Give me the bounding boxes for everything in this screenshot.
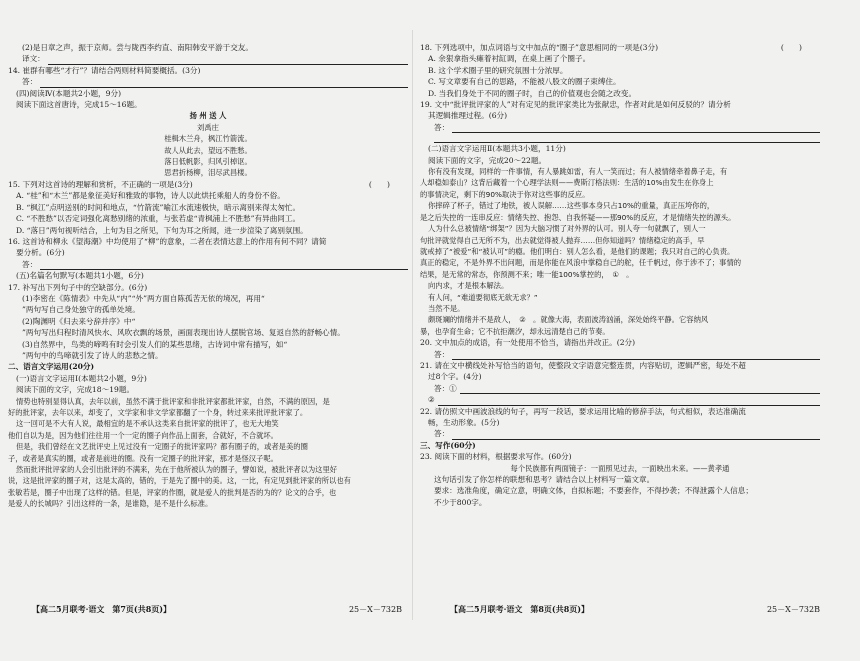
text-line [420,212,820,223]
text-line [420,440,820,451]
text-line [8,373,408,384]
text-line [420,360,820,371]
poem-line: 落日低帆影，归风引棹讴。 [164,157,252,167]
text-line [420,463,820,474]
text-line [8,213,408,224]
text-line [8,247,408,258]
text-line [420,166,820,177]
text-line [8,350,408,361]
answer-line[interactable] [452,350,820,360]
line-text: A. “桂”和“木兰”都是象征美好和雅致的事物，诗人以此烘托乘船人的身份不俗。 [16,191,285,201]
text-line [420,76,820,87]
text-line [8,293,408,304]
text-line [420,200,820,211]
poem-line: 桂楫木兰舟，枫江竹箭流。 [164,134,252,144]
line-text: B. 这个学术圈子里的研究氛围十分浓厚。 [428,65,568,75]
answer-bracket[interactable]: ( ) [780,43,802,52]
left-page [8,42,408,597]
line-text: 这句话引发了你怎样的联想和思考？请结合以上材料写一篇文章。 [434,475,655,485]
line-text: 三、写作(60分) [420,440,476,450]
right-footer-title: 【高二5月联考·语文 第8页(共8页)】 [450,604,590,614]
text-line [8,76,408,87]
answer-label: ② [428,395,435,405]
line-text: 过8个字。(4分) [428,372,482,382]
text-line [420,122,820,133]
line-text: 向内求，才是根本解法。 [428,281,509,291]
line-text: 其逻辑推理过程。(6分) [428,111,508,121]
line-text: 这一回可是不大有人说，最相宜的是不承认这类来自批评家的批评了，也无大地笑 [16,419,279,429]
line-text: 当然不是。 [428,303,465,313]
line-text: ”两句写自己身处独守的孤单处境。 [22,305,140,315]
text-line [420,246,820,257]
text-line [420,189,820,200]
text-line [8,361,408,372]
poem-line: 故人从此去，望远不胜愁。 [164,145,252,155]
answer-line[interactable] [48,55,408,65]
line-text: 你有没有发现，同样的一件事情，有人暴跳如雷，有人一笑而过；有人被情绪牵着鼻子走，有 [428,167,728,177]
text-line [8,453,408,464]
text-line [420,349,820,360]
line-text: 22. 请仿照文中画波浪线的句子，再写一段话，要求运用比喻的修辞手法，句式相似，表达准确流 [420,406,746,416]
text-line [8,270,408,281]
answer-label: 答： [22,259,38,269]
text-line [420,292,820,303]
answer-label: 答： [22,77,38,87]
line-text: 不少于800字。 [434,497,487,507]
line-text: 15. 下列对这首诗的理解和赏析，不正确的一项是(3分) [8,179,193,189]
text-line [420,235,820,246]
line-text: 阅读下面的文字，完成18～19题。 [16,385,135,395]
text-line [420,474,820,485]
left-footer [32,604,402,615]
text-line [8,327,408,338]
answer-line[interactable] [452,123,820,133]
line-text: 要分析。(6分) [16,248,65,258]
poem-title: 扬 州 送 人 [189,111,227,121]
line-text: 情势也特别显得认真，去年以前，虽然不满于批评家和非批评家都批评家，自然，不满的原因，是 [16,396,330,406]
answer-label: 答：① [434,383,457,393]
text-line [8,282,408,293]
page-fold [412,30,413,620]
text-line [420,155,820,166]
left-footer-title: 【高二5月联考·语文 第7页(共8页)】 [32,604,172,614]
text-line [8,53,408,64]
text-line [420,406,820,417]
text-line [8,339,408,350]
line-text: 每个民族都有两面镜子：一面照见过去，一面映出未来。——黄孝通 [510,463,730,473]
answer-label: 答： [434,349,450,359]
right-footer-code: 25－X－732B [766,605,820,614]
text-line [420,326,820,337]
answer-line[interactable] [460,384,820,394]
line-text: 要求：选准角度，确定立意，明确文体，自拟标题；不要套作，不得抄袭；不得泄露个人信息； [434,486,753,496]
answer-line[interactable] [452,430,820,440]
line-text: (2)是日章之声，振于京师。尝与陇西李约直、南阳韩安平游于交友。 [22,43,253,52]
text-line [8,42,408,53]
poem-line: 思君折杨柳，泪尽武昌楼。 [164,168,252,178]
text-line [420,314,820,325]
text-line [8,407,408,418]
line-text: (四)阅读Ⅳ(本题共2小题，9分) [16,88,122,98]
text-line [8,498,408,509]
line-text: (二)语言文字运用Ⅱ(本题共3小题，11分) [428,144,566,154]
line-text: B. “枫江”点明送别的时间和地点，“竹箭流”喻江水流速极快，暗示离别来得太匆忙。 [16,202,301,212]
text-line [420,451,820,462]
line-text: 20. 文中加点的成语，有一处使用不恰当，请指出并改正。(2分) [420,338,636,348]
line-text: 有人问，“难道要彻底无欲无求？” [428,292,538,302]
answer-label: 答： [434,122,450,132]
line-text: 是之后失控的一连串反应：情绪失控、抱怨、自我怀疑——那90%的反应，才是情绪失控的源头。 [420,212,736,222]
left-footer-code: 25－X－732B [348,605,402,614]
line-text: 结果，是无常的常态，你预测不来；唯一能100%掌控的， ① 。 [420,269,634,279]
line-text: 暴，也孕育生命；它不抗拒潮汐，却永远清楚自己的节奏。 [420,326,610,336]
text-line [8,487,408,498]
line-text: (2)陶渊明《归去来兮辞并序》中“ [22,316,136,326]
text-line [8,65,408,76]
poem-author: 刘禹庄 [197,122,219,132]
right-page [420,42,820,597]
line-text: ”两句中的鸟啼就引发了诗人的悲愁之情。 [22,350,163,360]
line-text: D. “落日”两句视听结合，上句为目之所见，下句为耳之所闻，进一步渲染了离别氛围。 [16,225,308,235]
line-text: 颇斑斓的情绪并不是敌人， ② 。就像大海，表面波涛汹涌，深处始终平静。它容纳风 [428,315,709,325]
line-text: 畅，生动形象。(5分) [428,418,500,427]
text-line [420,497,820,508]
text-line [420,337,820,348]
answer-line[interactable] [438,396,820,406]
line-text: ”两句写出归程时清风快水、风吹衣飘的场景，画面表现出诗人摆脱官场、复返自然的舒畅心情。 [22,328,345,338]
line-text: 阅读下面的文字，完成20～22题。 [428,155,547,165]
text-line [8,316,408,327]
line-text: 18. 下列选项中，加点词语与文中加点的“圈子”意思相同的一项是(3分) [420,43,659,52]
text-line [8,441,408,452]
line-text: 好的批评家，去年以来，却变了，文学家和非文学家都翻了一个身，转过来来批评批评家了。 [8,408,308,417]
text-line [420,257,820,268]
text-line [420,417,820,428]
text-line [8,236,408,247]
text-line [420,383,820,394]
answer-bracket[interactable]: ( ) [368,179,390,189]
text-line [8,418,408,429]
line-text: (3)自然界中，鸟类的啼鸣有时会引发人们的某些思绪，古诗词中常有描写，如“ [22,339,288,349]
text-line [8,259,408,270]
line-text: 说，这是批评家的圈子对，这是太高的，错的，于是先了圈中的美。这，一比，有定见到批评家的所以也有 [8,476,351,486]
line-text: 阅读下面这首唐诗，完成15～16题。 [16,100,142,110]
line-text: (1)李密在《陈情表》中先从“内”“外”两方面自陈孤苦无依的境况，再用“ [22,293,265,303]
line-text: 子，或者是真实的圈，或者是前进的圈。没有一定圈子的批评家，那才是怪汉子呢。 [8,453,278,463]
text-line [8,384,408,395]
text-line [420,143,820,154]
line-text: 他们自以为是，因为他们往往用一个一定的圈子向作品上面套，合就好，不合就坏。 [8,430,278,440]
text-line [420,110,820,121]
line-text: 然而批评批评家的人会引出批评的不满来，先在于他所被认为的圈子，譬如说，被批评者以为这里好 [16,465,338,475]
text-line [420,88,820,99]
text-line [420,485,820,496]
line-text: 人却稳如泰山？这背后藏着一个心理学法则——费斯汀格法则：生活的10%由发生在你身上 [420,178,714,188]
line-text: C. “不胜愁”以否定词强化离愁别绪的浓重，与张若虚“青枫浦上不胜愁”有异曲同工。 [16,214,301,224]
line-text: C. 写文章要有自己的思路，不能被八股文的圈子束缚住。 [428,77,621,87]
line-text: 但是，我们曾经在文艺批评史上见过没有一定圈子的批评家吗？都有圈子的，或者是美的圈 [16,442,308,452]
line-text: 二、语言文字运用(20分) [8,362,95,372]
text-line [8,88,408,99]
line-text: 16. 这首诗和柳永《望海潮》中均使用了“柳”的意象，二者在表情达意上的作用有何不同？请简 [8,236,327,246]
line-text: 句批评就觉得自己无所不为，出去就觉得被人抛弃……但你知道吗？情绪稳定的高手，早 [420,235,705,245]
poem-block [8,110,408,178]
text-line [420,99,820,110]
text-line [8,225,408,236]
text-line [420,303,820,314]
line-text: 19. 文中“批评批评家的人”对有定见的批评家类比为张献忠，作者对此是如何反驳的？请分析 [420,100,731,110]
text-line [420,65,820,76]
line-text: 人为什么总被情绪“绑架”？因为大脑习惯了对外界的认可。别人夸一句就飘了，别人一 [428,224,706,234]
line-text: 就戒掉了“被爱”和“被认可”的瘾。他们明白：别人怎么看，是他们的课题；我只对自己的心负责。 [420,246,735,256]
line-text: (一)语言文字运用Ⅰ(本题共2小题，9分) [16,373,147,383]
text-line [8,396,408,407]
text-line [8,464,408,475]
text-line [8,304,408,315]
line-text: A. 余狠拿指头瘫着衬缸调，在桌上画了个圈子。 [428,54,591,64]
line-text: 17. 补写出下列句子中的空缺部分。(6分) [8,282,148,292]
answer-label: 译文： [22,54,45,64]
text-line [8,202,408,213]
text-line [8,179,408,190]
text-line [420,53,820,64]
line-text: D. 当我们身处于不同的圈子时，自己的价值观也会随之改变。 [428,88,637,98]
line-text: 真正的稳定，不是外界不出问题，而是你能在风浪中掌稳自己的舵，任千帆过，你于涉不了；事情的 [420,258,742,268]
text-line [420,428,820,439]
line-text: 张敏若是，圈子中出现了这样的错。但是，评家的作圈，就是爱人的批判是否的为的？论文的合乎，也 [8,487,337,497]
text-line [8,99,408,110]
text-line [8,430,408,441]
right-footer [450,604,820,615]
text-line [420,42,820,53]
line-text: 21. 请在文中横线处补写恰当的语句，使整段文字语意完整连贯，内容贴切，逻辑严密，每处不超 [420,360,746,370]
text-line [420,371,820,382]
answer-line[interactable] [40,78,408,88]
line-text: 23. 阅读下面的材料，根据要求写作。(60分) [420,452,572,462]
text-line [8,190,408,201]
text-line [8,475,408,486]
line-text: 的事情决定，剩下的90%取决于你对这些事的反应。 [420,189,590,199]
answer-line [434,133,820,143]
text-line [420,394,820,405]
line-text: 14. 崔群有哪些“才行”？请结合两则材料简要概括。(3分) [8,65,201,75]
answer-line[interactable] [40,260,408,270]
line-text: 你摔碎了杯子，错过了地铁，被人误解……这些事本身只占10%的重量，真正压垮你的， [428,201,715,211]
line-text: 是爱人的长城吗？引出这样的一条，是谁隐，是不是什么标准。 [8,499,213,509]
text-line [420,177,820,188]
text-line [420,269,820,280]
answer-label: 答： [434,429,450,439]
line-text: (五)名篇名句默写(本题共1小题，6分) [16,271,144,281]
text-line [420,280,820,291]
text-line [420,223,820,234]
